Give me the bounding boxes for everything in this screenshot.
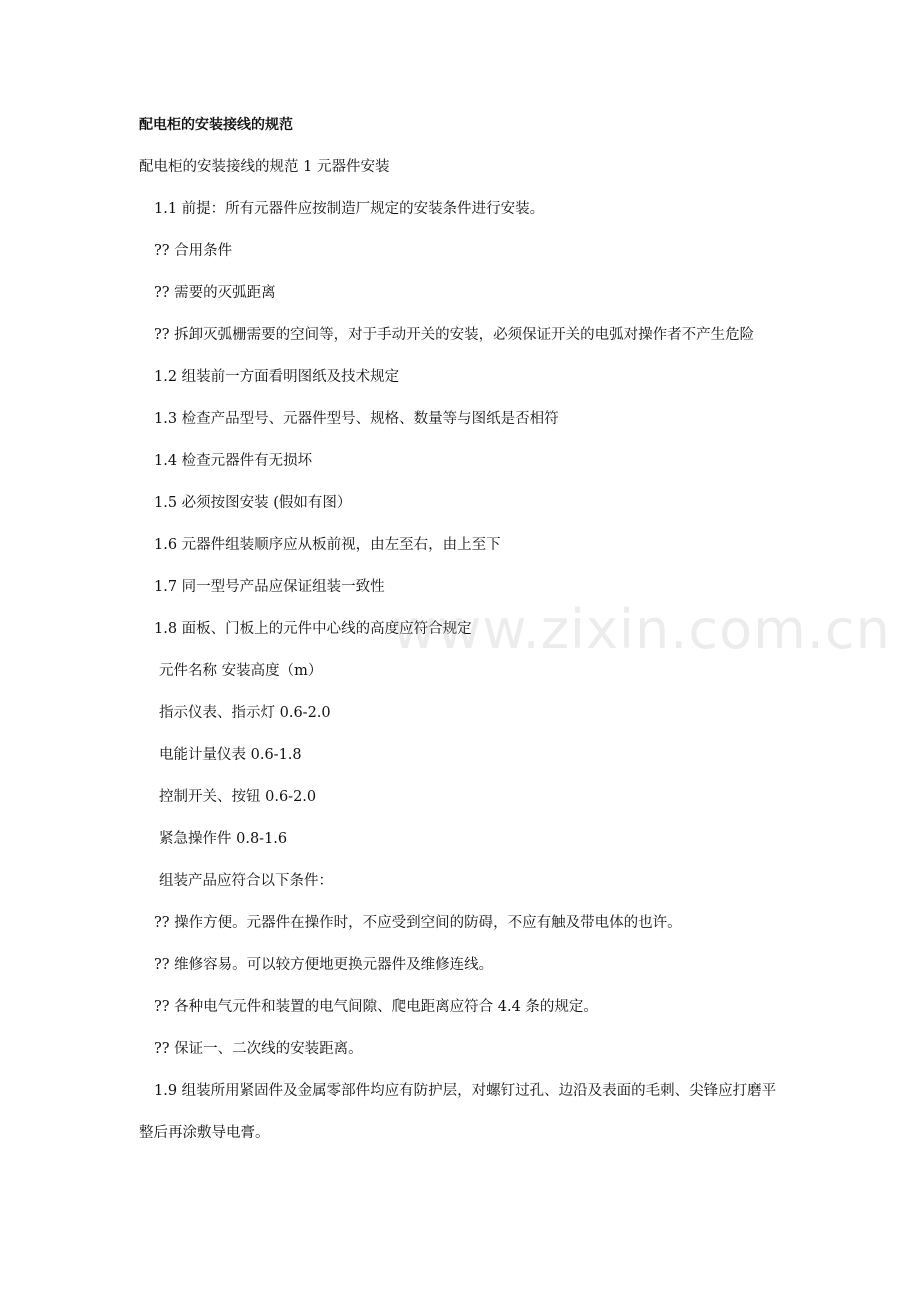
paragraph-1-1: 1.1 前提：所有元器件应按制造厂规定的安装条件进行安装。	[154, 201, 545, 217]
bullet-item: ?? 合用条件	[154, 243, 233, 259]
height-table-row: 电能计量仪表 0.6-1.8	[159, 747, 302, 763]
paragraph-1-3: 1.3 检查产品型号、元器件型号、规格、数量等与图纸是否相符	[154, 411, 559, 427]
bullet-item: ?? 保证一、二次线的安装距离。	[154, 1041, 363, 1057]
height-table-row: 紧急操作件 0.8-1.6	[159, 831, 288, 847]
paragraph-1-4: 1.4 检查元器件有无损坏	[154, 453, 313, 469]
document-title: 配电柜的安装接线的规范	[139, 117, 293, 133]
bullet-item: ?? 操作方便。元器件在操作时，不应受到空间的防碍，不应有触及带电体的也许。	[154, 915, 682, 931]
paragraph-1-8: 1.8 面板、门板上的元件中心线的高度应符合规定	[154, 621, 472, 637]
height-table-row: 控制开关、按钮 0.6-2.0	[159, 789, 317, 805]
conditions-heading: 组装产品应符合以下条件：	[159, 873, 333, 889]
bullet-item: ?? 维修容易。可以较方便地更换元器件及维修连线。	[154, 957, 494, 973]
paragraph-intro: 配电柜的安装接线的规范 1 元器件安装	[139, 159, 390, 175]
paragraph-1-5: 1.5 必须按图安装 (假如有图）	[154, 495, 352, 511]
height-table-header: 元件名称 安装高度（m）	[159, 663, 323, 679]
bullet-item: ?? 需要的灭弧距离	[154, 285, 276, 301]
paragraph-1-2: 1.2 组装前一方面看明图纸及技术规定	[154, 369, 400, 385]
paragraph-1-6: 1.6 元器件组装顺序应从板前视，由左至右，由上至下	[154, 537, 501, 553]
bullet-item: ?? 各种电气元件和装置的电气间隙、爬电距离应符合 4.4 条的规定。	[154, 999, 598, 1015]
paragraph-1-9: 1.9 组装所用紧固件及金属零部件均应有防护层，对螺钉过孔、边沿及表面的毛刺、尖锋应打磨平整后再涂敷导电膏。	[139, 1083, 777, 1141]
watermark: www.zixin.com.cn	[392, 598, 891, 661]
bullet-item-wrapped: ?? 拆卸灭弧栅需要的空间等，对于手动开关的安装，必须保证开关的电弧对操作者不产生危险	[154, 327, 755, 343]
document-body	[139, 115, 784, 1165]
height-table-row: 指示仪表、指示灯 0.6-2.0	[159, 705, 331, 721]
paragraph-1-7: 1.7 同一型号产品应保证组装一致性	[154, 579, 385, 595]
